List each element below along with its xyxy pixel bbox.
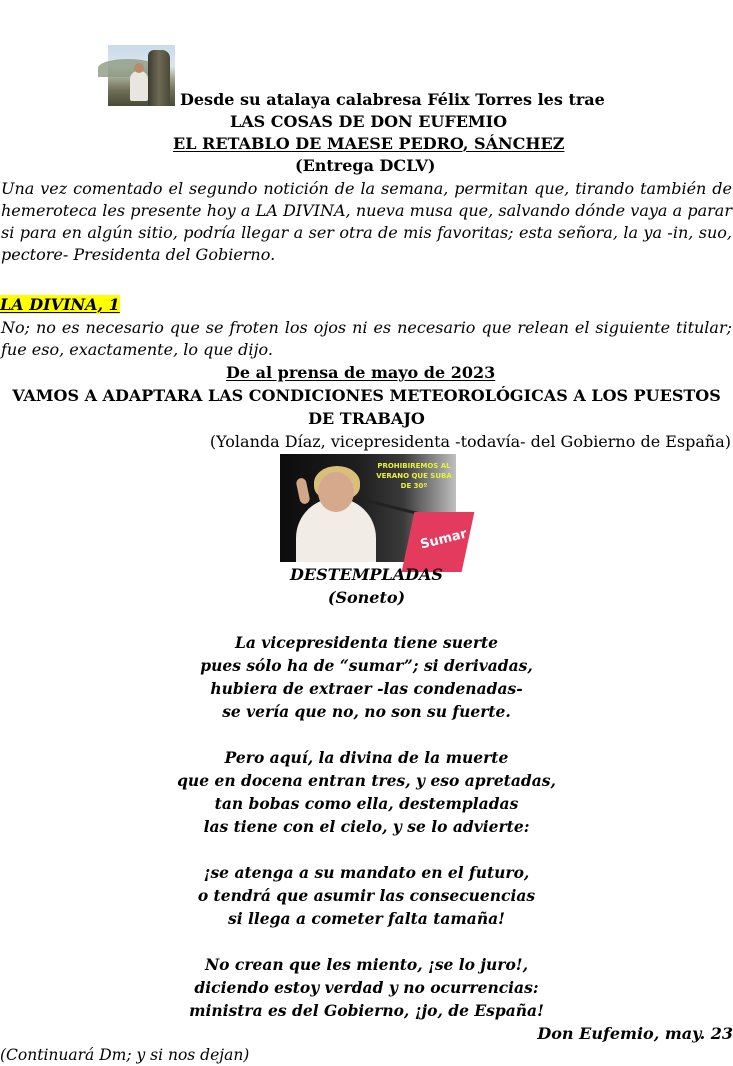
poem-line: diciendo estoy verdad y no ocurrencias:	[194, 978, 539, 997]
poem-line: No crean que les miento, ¡se lo juro!,	[204, 955, 529, 974]
date-line: De al prensa de mayo de 2023	[226, 363, 496, 382]
poem-line: que en docena entran tres, y eso apretadas,	[177, 771, 556, 790]
poem-title: DESTEMPLADAS	[290, 565, 443, 584]
poem-line: Pero aquí, la divina de la muerte	[224, 748, 509, 767]
news-photo	[280, 454, 469, 562]
header-line-3: EL RETABLO DE MAESE PEDRO, SÁNCHEZ	[173, 134, 565, 153]
poem-line: se vería que no, no son su fuerte.	[222, 702, 511, 721]
poem-line: La vicepresidenta tiene suerte	[234, 633, 499, 652]
header-line-1: Desde su atalaya calabresa Félix Torres les trae	[180, 90, 605, 109]
poem-line: pues sólo ha de “sumar”; si derivadas,	[200, 656, 533, 675]
author-photo	[108, 45, 175, 106]
headline-line-1: VAMOS A ADAPTARA LAS CONDICIONES METEOROLÓGICAS A LOS PUESTOS	[12, 386, 721, 405]
headline-line-2: DE TRABAJO	[308, 409, 425, 428]
attribution: (Yolanda Díaz, vicepresidenta -todavía- del Gobierno de España)	[209, 432, 731, 451]
footer-note: (Continuará Dm; y si nos dejan)	[0, 1046, 250, 1064]
section-heading: LA DIVINA, 1	[0, 295, 120, 314]
section-text: No; no es necesario que se froten los ojos ni es necesario que relean el siguiente titular; fue eso, exactamente, lo que dijo.	[1, 318, 732, 359]
poem-line: ministra es del Gobierno, ¡jo, de España!	[189, 1001, 544, 1020]
poem-line: las tiene con el cielo, y se lo advierte:	[203, 817, 530, 836]
poem-subtitle: (Soneto)	[327, 588, 406, 607]
poem-signature: Don Eufemio, may. 23	[537, 1024, 733, 1043]
podium-text: Sumar	[418, 526, 469, 553]
poem-line: tan bobas como ella, destempladas	[214, 794, 519, 813]
header-line-4: (Entrega DCLV)	[295, 156, 436, 175]
poem-line: hubiera de extraer -las condenadas-	[210, 679, 523, 698]
poem-line: si llega a cometer falta tamaña!	[228, 909, 505, 928]
photo-caption: PROHIBIREMOS AL VERANO QUE SUBA DE 30º	[376, 462, 452, 490]
poem-line: ¡se atenga a su mandato en el futuro,	[203, 863, 530, 882]
intro-paragraph: Una vez comentado el segundo notición de la semana, permitan que, tirando también de hemeroteca les presente hoy a LA DIVINA, nueva musa que, salvando dónde vaya a parar si para en algún sitio, podría llegar a ser otra de mis favoritas; esta señora, la ya -in, suo, pectore- Presidenta del Gobierno.	[1, 179, 732, 264]
header-line-2: LAS COSAS DE DON EUFEMIO	[230, 112, 508, 131]
poem-line: o tendrá que asumir las consecuencias	[197, 886, 536, 905]
